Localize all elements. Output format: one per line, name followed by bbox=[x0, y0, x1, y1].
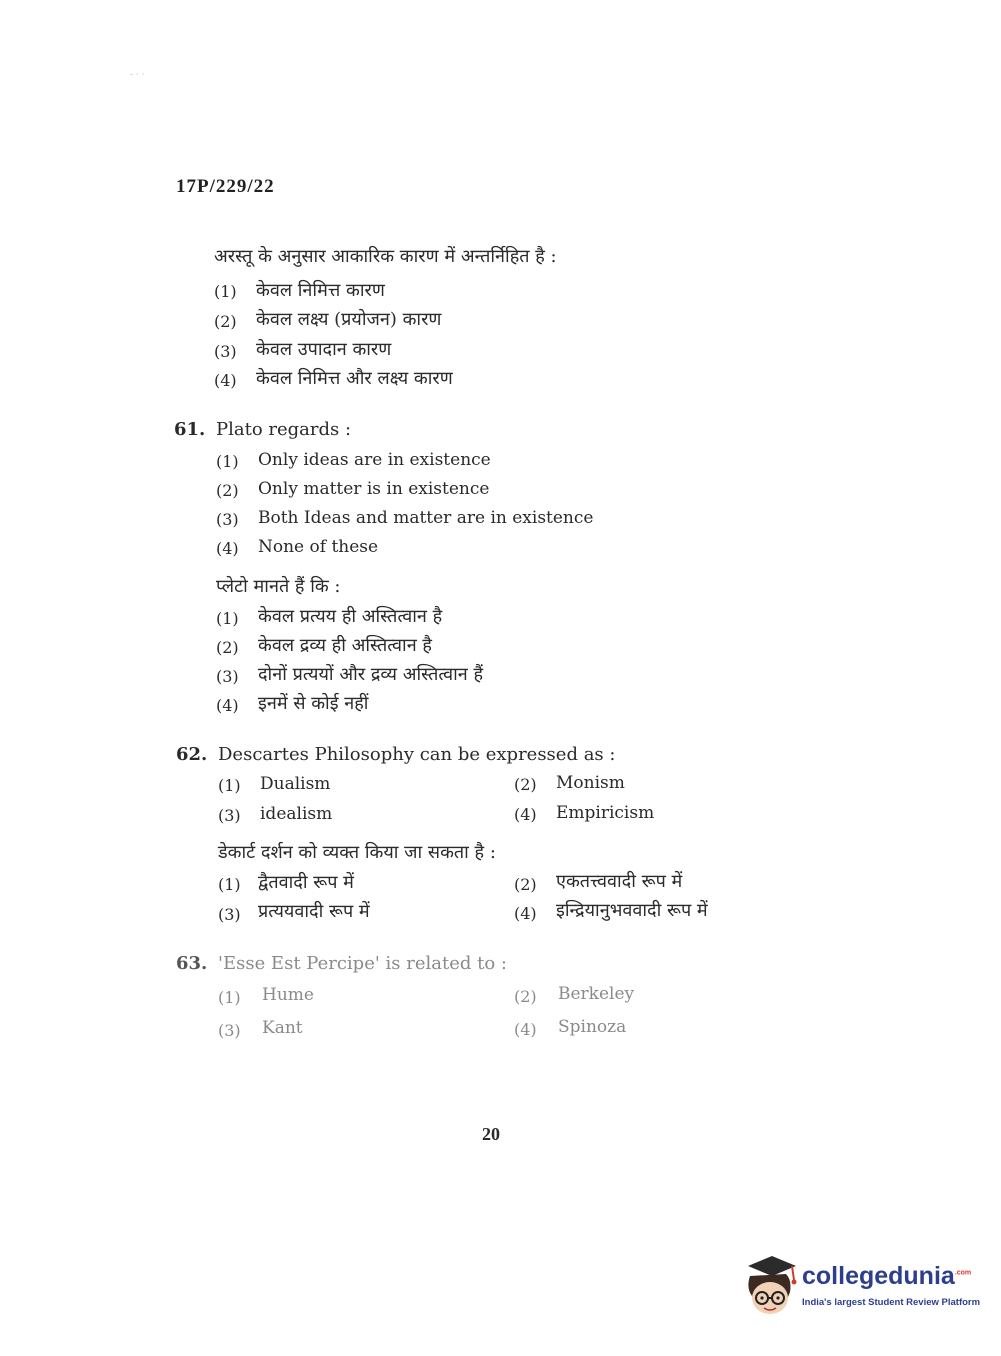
q62-hindi-option-num: (1) bbox=[218, 875, 241, 894]
q60-option-text: केवल लक्ष्य (प्रयोजन) कारण bbox=[256, 309, 442, 330]
q61-hindi-option-num: (3) bbox=[216, 667, 239, 686]
q61-hindi-stem: प्लेटो मानते हैं कि : bbox=[216, 576, 341, 597]
q63-option-text: Kant bbox=[262, 1018, 303, 1038]
q61-hindi-option-num: (2) bbox=[216, 638, 239, 657]
q61-hindi-option-text: केवल द्रव्य ही अस्तित्वान है bbox=[258, 635, 432, 656]
q60-option-text: केवल निमित्त कारण bbox=[256, 280, 385, 301]
q60-option-num: (2) bbox=[214, 312, 237, 331]
q62-hindi-option-num: (2) bbox=[514, 875, 537, 894]
q60-option-text: केवल निमित्त और लक्ष्य कारण bbox=[256, 368, 453, 389]
q60-option-text: केवल उपादान कारण bbox=[256, 339, 392, 360]
q61-hindi-option-num: (4) bbox=[216, 696, 239, 715]
q60-option-num: (1) bbox=[214, 282, 237, 301]
q62-option-num: (4) bbox=[514, 805, 537, 824]
q62-hindi-stem: डेकार्ट दर्शन को व्यक्त किया जा सकता है : bbox=[218, 842, 496, 863]
q60-hindi-stem: अरस्तू के अनुसार आकारिक कारण में अन्तर्निहित है : bbox=[214, 246, 557, 267]
q61-hindi-option-text: इनमें से कोई नहीं bbox=[258, 693, 369, 714]
q63-option-num: (1) bbox=[218, 988, 241, 1007]
q62-number: 62. bbox=[176, 744, 208, 765]
q61-option-num: (3) bbox=[216, 510, 239, 529]
q61-hindi-option-num: (1) bbox=[216, 609, 239, 628]
q62-hindi-option-text: प्रत्ययवादी रूप में bbox=[258, 901, 370, 922]
q62-hindi-option-text: एकतत्त्ववादी रूप में bbox=[556, 871, 683, 892]
q62-hindi-option-num: (3) bbox=[218, 905, 241, 924]
q60-option-num: (4) bbox=[214, 371, 237, 390]
q61-option-text: None of these bbox=[258, 537, 379, 557]
q62-option-text: Monism bbox=[556, 773, 625, 793]
q62-option-num: (2) bbox=[514, 775, 537, 794]
q63-option-text: Berkeley bbox=[558, 984, 635, 1004]
q62-hindi-option-text: द्वैतवादी रूप में bbox=[258, 872, 354, 893]
q61-option-text: Both Ideas and matter are in existence bbox=[258, 508, 594, 528]
q63-stem: 'Esse Est Percipe' is related to : bbox=[218, 953, 507, 974]
q63-option-text: Spinoza bbox=[558, 1017, 627, 1037]
q62-option-num: (1) bbox=[218, 776, 241, 795]
q61-hindi-option-text: केवल प्रत्यय ही अस्तित्वान है bbox=[258, 606, 443, 627]
logo-suffix: .com bbox=[954, 1269, 972, 1277]
logo-name: collegedunia bbox=[802, 1262, 955, 1290]
q63-option-num: (2) bbox=[514, 987, 537, 1006]
q61-option-text: Only ideas are in existence bbox=[258, 450, 491, 470]
q61-option-num: (4) bbox=[216, 539, 239, 558]
q62-option-num: (3) bbox=[218, 806, 241, 825]
q61-option-text: Only matter is in existence bbox=[258, 479, 490, 499]
q62-hindi-option-num: (4) bbox=[514, 904, 537, 923]
collegedunia-logo bbox=[742, 1252, 981, 1322]
q62-stem: Descartes Philosophy can be expressed as : bbox=[218, 744, 616, 765]
q60-option-num: (3) bbox=[214, 342, 237, 361]
q61-hindi-option-text: दोनों प्रत्ययों और द्रव्य अस्तित्वान हैं bbox=[258, 664, 484, 685]
q61-option-num: (1) bbox=[216, 452, 239, 471]
q62-option-text: Dualism bbox=[260, 774, 331, 794]
top-mark: - · · bbox=[130, 70, 145, 80]
q62-option-text: Empiricism bbox=[556, 803, 655, 823]
q63-option-num: (3) bbox=[218, 1021, 241, 1040]
q61-number: 61. bbox=[174, 419, 206, 440]
q61-stem: Plato regards : bbox=[216, 419, 352, 440]
q61-option-num: (2) bbox=[216, 481, 239, 500]
paper-code: 17P/229/22 bbox=[176, 176, 275, 197]
page-number: 20 bbox=[482, 1124, 500, 1144]
q63-number: 63. bbox=[176, 953, 208, 974]
q62-option-text: idealism bbox=[260, 804, 333, 824]
q63-option-num: (4) bbox=[514, 1020, 537, 1039]
mascot-icon bbox=[742, 1252, 800, 1322]
q62-hindi-option-text: इन्द्रियानुभववादी रूप में bbox=[556, 900, 708, 921]
logo-tagline: India's largest Student Review Platform bbox=[802, 1297, 981, 1308]
q63-option-text: Hume bbox=[262, 985, 314, 1005]
